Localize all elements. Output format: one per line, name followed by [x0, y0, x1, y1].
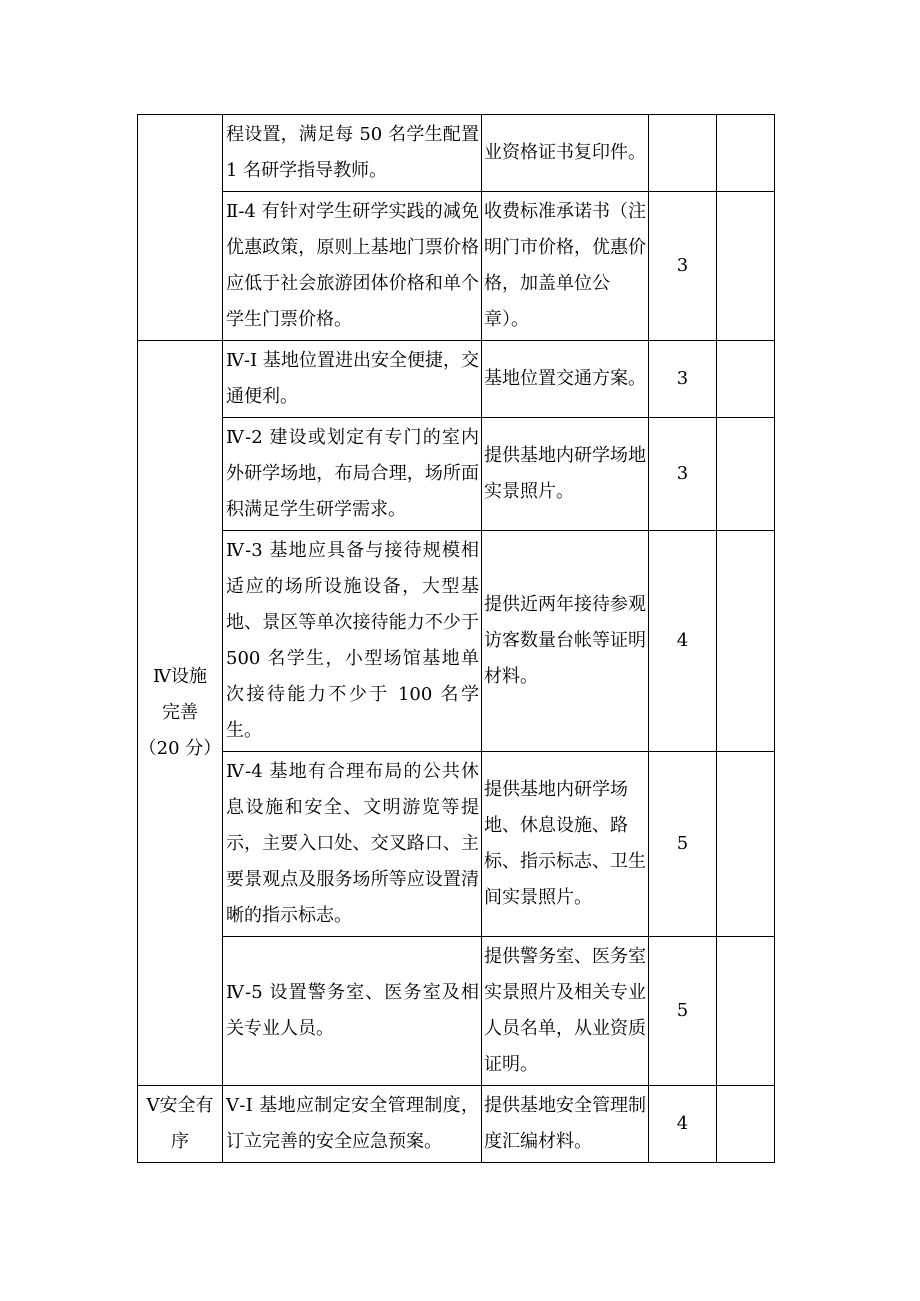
score-cell: 3 — [649, 341, 717, 418]
table-row — [138, 752, 775, 937]
table-row — [138, 341, 775, 418]
material-cell: 提供基地安全管理制度汇编材料。 — [482, 1086, 649, 1163]
material-cell: 提供基地内研学场地、休息设施、路标、指示标志、卫生间实景照片。 — [482, 752, 649, 937]
blank-cell — [717, 115, 775, 192]
category-facility-score: （20 分） — [138, 738, 222, 759]
category-facility-line1: Ⅳ设施 — [153, 666, 207, 687]
blank-cell — [717, 341, 775, 418]
blank-cell — [717, 937, 775, 1086]
table-row — [138, 115, 775, 192]
standard-cell: Ⅱ-4 有针对学生研学实践的减免优惠政策，原则上基地门票价格应低于社会旅游团体价格和单个学生门票价格。 — [223, 192, 482, 341]
category-cell-safety — [138, 1086, 223, 1163]
table-row — [138, 531, 775, 752]
category-facility-line2: 完善 — [162, 702, 198, 723]
score-cell: 5 — [649, 752, 717, 937]
blank-cell — [717, 752, 775, 937]
standard-cell: Ⅳ-3 基地应具备与接待规模相适应的场所设施设备，大型基地、景区等单次接待能力不少于 500 名学生，小型场馆基地单次接待能力不少于 100 名学生。 — [223, 531, 482, 752]
material-cell: 业资格证书复印件。 — [482, 115, 649, 192]
material-cell: 提供近两年接待参观访客数量台帐等证明材料。 — [482, 531, 649, 752]
score-cell: 4 — [649, 1086, 717, 1163]
table-row — [138, 192, 775, 341]
category-cell-continued — [138, 115, 223, 341]
score-cell: 3 — [649, 192, 717, 341]
blank-cell — [717, 531, 775, 752]
material-cell: 基地位置交通方案。 — [482, 341, 649, 418]
standard-cell: 程设置，满足每 50 名学生配置 1 名研学指导教师。 — [223, 115, 482, 192]
score-cell: 4 — [649, 531, 717, 752]
evaluation-table — [137, 114, 775, 1163]
table-row — [138, 418, 775, 531]
score-cell — [649, 115, 717, 192]
category-cell-facility — [138, 341, 223, 1086]
score-cell: 3 — [649, 418, 717, 531]
standard-cell: Ⅴ-Ⅰ 基地应制定安全管理制度，订立完善的安全应急预案。 — [223, 1086, 482, 1163]
score-cell: 5 — [649, 937, 717, 1086]
material-cell: 提供警务室、医务室实景照片及相关专业人员名单，从业资质证明。 — [482, 937, 649, 1086]
standard-cell: Ⅳ-5 设置警务室、医务室及相关专业人员。 — [223, 937, 482, 1086]
standard-cell: Ⅳ-4 基地有合理布局的公共休息设施和安全、文明游览等提示，主要入口处、交叉路口、主要景观点及服务场所等应设置清晰的指示标志。 — [223, 752, 482, 937]
material-cell: 收费标准承诺书（注明门市价格，优惠价格，加盖单位公章）。 — [482, 192, 649, 341]
blank-cell — [717, 1086, 775, 1163]
standard-cell: Ⅳ-Ⅰ 基地位置进出安全便捷，交通便利。 — [223, 341, 482, 418]
standard-cell: Ⅳ-2 建设或划定有专门的室内外研学场地，布局合理，场所面积满足学生研学需求。 — [223, 418, 482, 531]
category-safety-line2: 序 — [171, 1131, 189, 1152]
blank-cell — [717, 192, 775, 341]
table-row — [138, 937, 775, 1086]
blank-cell — [717, 418, 775, 531]
table-row — [138, 1086, 775, 1163]
category-safety-line1: Ⅴ安全有 — [146, 1095, 214, 1116]
material-cell: 提供基地内研学场地实景照片。 — [482, 418, 649, 531]
